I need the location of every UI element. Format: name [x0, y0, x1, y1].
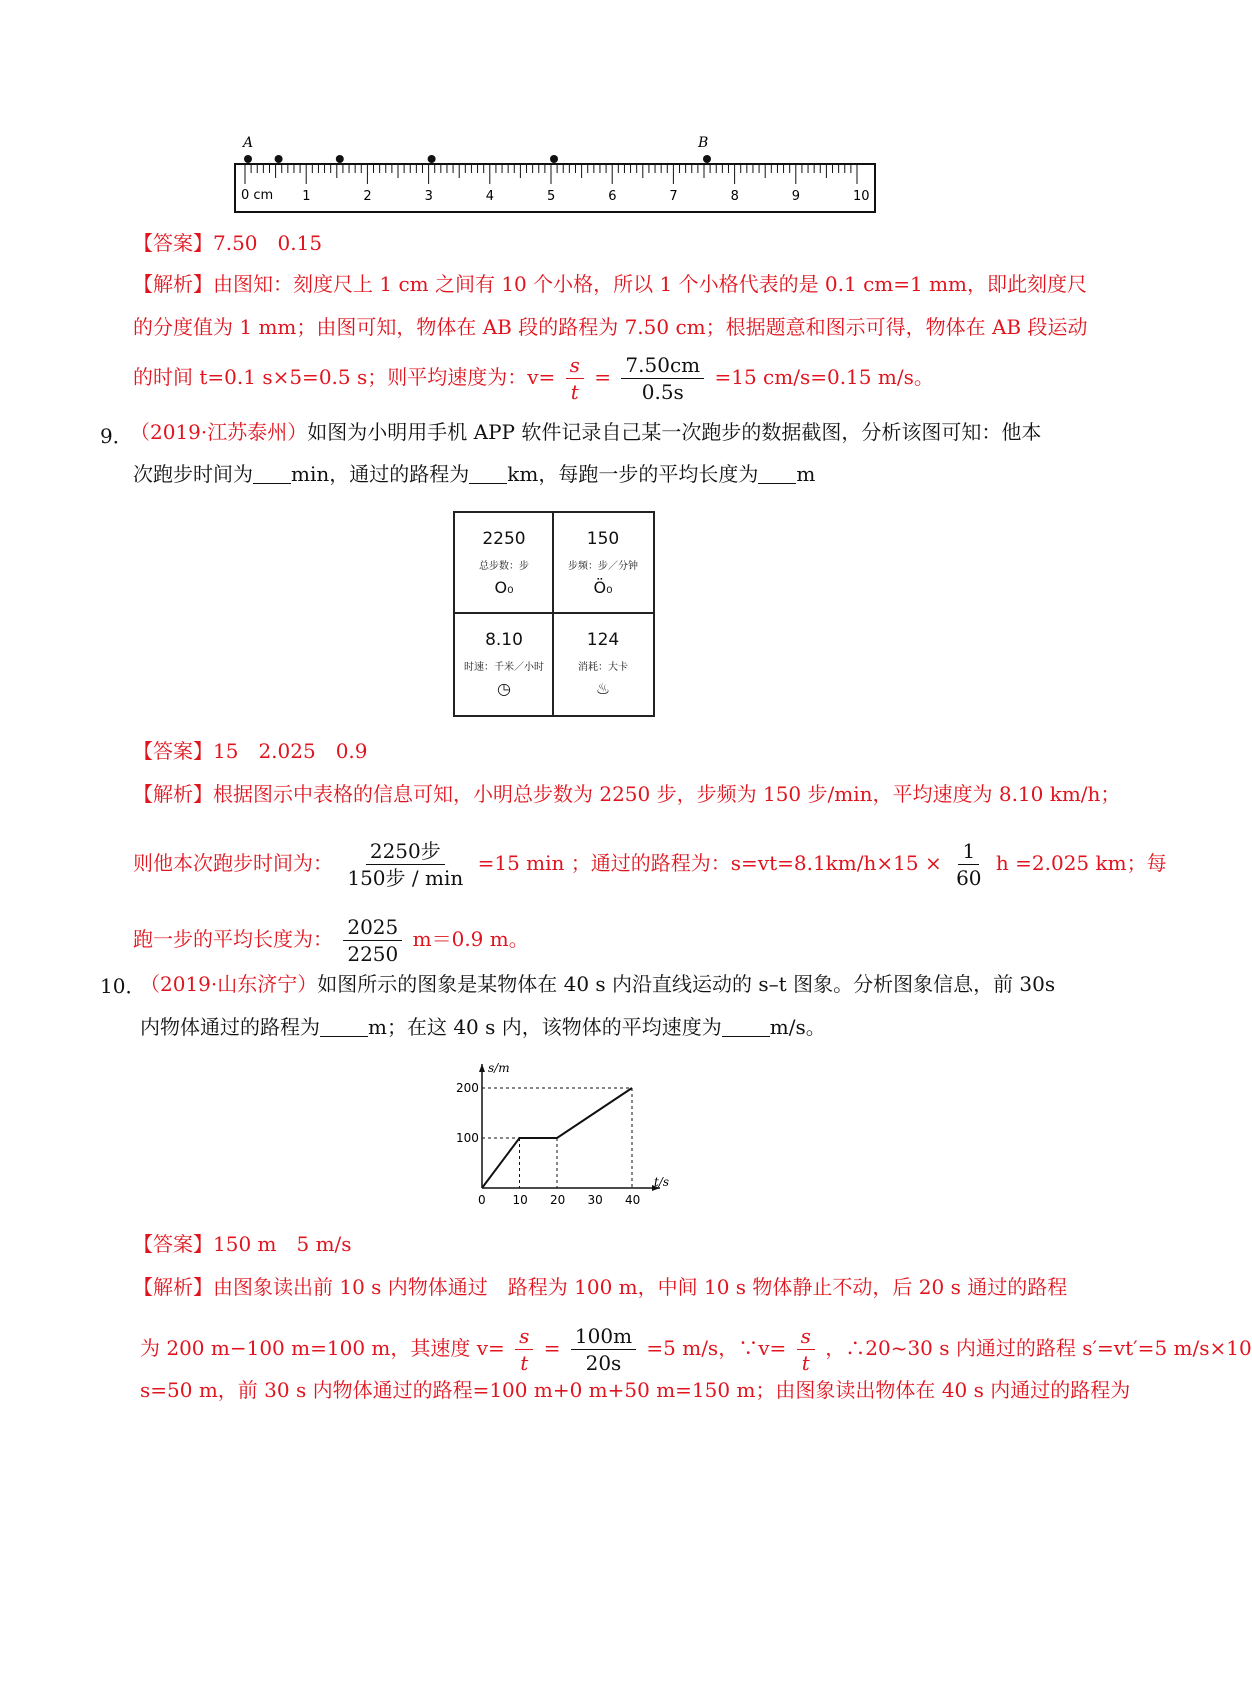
analysis-text: 为 200 m−100 m=100 m，其速度 v=: [140, 1336, 505, 1360]
x-tick-label: 30: [587, 1193, 603, 1207]
fraction: [343, 838, 467, 891]
denominator: t: [570, 380, 579, 404]
q9-analysis-line1: [133, 780, 1120, 808]
cell-label: 步频：步／分钟: [568, 561, 638, 572]
equals: =: [594, 365, 612, 389]
numerator: s: [566, 352, 584, 379]
fraction: [343, 914, 402, 967]
answer-tag: 【答案】: [133, 739, 213, 763]
numerator: 2025: [343, 914, 402, 941]
cell-calories: [554, 614, 652, 714]
answer-text: 7.50 0.15: [213, 231, 323, 255]
analysis-text: h =2.025 km；每: [995, 851, 1167, 875]
source: （2019·山东济宁）: [140, 972, 318, 996]
ruler-tick-label: 9: [791, 189, 801, 204]
position-dot: [428, 155, 436, 163]
ruler-tick-label: 7: [669, 189, 678, 204]
blank: [320, 1016, 368, 1037]
q8-analysis-line1: [133, 270, 1087, 298]
q10-analysis-line1: [133, 1273, 1067, 1301]
point-b-label: B: [698, 135, 709, 151]
series-line: [482, 1088, 632, 1188]
position-dot: [275, 155, 283, 163]
position-dot: [336, 155, 344, 163]
cell-value: 124: [586, 630, 620, 650]
analysis-text: 根据图示中表格的信息可知，小明总步数为 2250 步，步频为 150 步/min，平均速度为 8.10 km/h；: [213, 782, 1121, 806]
denominator: 0.5s: [641, 380, 684, 404]
ruler-unit: 0 cm: [241, 188, 274, 203]
x-tick-label: 0: [478, 1193, 486, 1207]
blank: [722, 1016, 770, 1037]
q10-text-line1: [140, 970, 1055, 998]
fraction: [515, 1323, 533, 1376]
y-axis-label: s/m: [488, 1061, 510, 1075]
x-axis-label: t/s: [654, 1175, 670, 1189]
q9-text-line1: [130, 418, 1041, 446]
numerator: 7.50cm: [621, 352, 704, 379]
fraction: [952, 838, 985, 891]
x-tick-label: 10: [512, 1193, 528, 1207]
q10-analysis-line3: s=50 m，前 30 s 内物体通过的路程=100 m+0 m+50 m=150 m；由图象读出物体在 40 s 内通过的路程为: [140, 1378, 1131, 1402]
fraction: [571, 1323, 636, 1376]
footprint-icon: O₀: [494, 578, 514, 597]
ruler-tick-label: 5: [547, 189, 556, 204]
denominator: t: [801, 1351, 810, 1375]
fraction: [797, 1323, 815, 1376]
cell-value: 2250: [482, 529, 526, 549]
cell-speed: [455, 614, 553, 714]
answer-text: 150 m 5 m/s: [213, 1232, 352, 1256]
analysis-tag: 【解析】: [133, 782, 213, 806]
answer-tag: 【答案】: [133, 231, 213, 255]
q9-answer: [133, 737, 368, 765]
denominator: 150步 / min: [347, 866, 464, 890]
ruler-tick-label: 3: [424, 189, 433, 204]
question-text: km，每跑一步的平均长度为: [507, 462, 759, 486]
footprint-icon: Ö₀: [593, 578, 613, 597]
ruler-tick-label: 4: [485, 189, 495, 204]
blank: [758, 463, 796, 484]
y-tick-label: 100: [456, 1131, 479, 1145]
ruler-tick-label: 2: [363, 189, 372, 204]
position-dot: [550, 155, 558, 163]
blank: [253, 463, 291, 484]
numerator: 100m: [571, 1323, 636, 1350]
analysis-text: 由图知：刻度尺上 1 cm 之间有 10 个小格，所以 1 个小格代表的是 0.1 cm=1 mm，即此刻度尺: [213, 272, 1088, 296]
denominator: 2250: [347, 942, 399, 966]
q9-text-line2: [133, 460, 815, 488]
position-dot: [703, 155, 711, 163]
point-a-label: A: [243, 135, 254, 151]
q8-analysis-line2: 的分度值为 1 mm；由图可知，物体在 AB 段的路程为 7.50 cm；根据题意和图示可得，物体在 AB 段运动: [133, 315, 1088, 339]
question-text: 内物体通过的路程为: [140, 1015, 320, 1039]
y-axis-arrow: [479, 1064, 485, 1072]
ruler-tick-label: 10: [853, 189, 870, 204]
denominator: 60: [956, 866, 982, 890]
ruler-dots: [244, 155, 711, 163]
ruler-figure: [235, 130, 885, 220]
analysis-text: 则他本次跑步时间为：: [133, 851, 333, 875]
ruler-tick-label: 1: [302, 189, 311, 204]
speedometer-icon: ◷: [497, 679, 511, 698]
x-tick-label: 40: [625, 1193, 641, 1207]
equals: =: [543, 1336, 561, 1360]
question-text: m；在这 40 s 内，该物体的平均速度为: [368, 1015, 722, 1039]
position-dot: [244, 155, 252, 163]
cell-value: 8.10: [485, 630, 523, 650]
q10-number: 10．: [100, 974, 146, 998]
analysis-text: =15 min ；通过的路程为：s=vt=8.1km/h×15 ×: [477, 851, 942, 875]
answer-tag: 【答案】: [133, 1232, 213, 1256]
fraction: [566, 352, 584, 405]
question-text: 如图为小明用手机 APP 软件记录自己某一次跑步的数据截图，分析该图可知：他本: [307, 420, 1042, 444]
numerator: 1: [958, 838, 979, 865]
q10-analysis-line2: [140, 1323, 1252, 1376]
y-tick-label: 200: [456, 1081, 479, 1095]
q8-answer: [133, 229, 322, 257]
analysis-text: =5 m/s，∵v=: [646, 1336, 787, 1360]
q9-analysis-line2: [133, 838, 1167, 891]
cell-step-frequency: [554, 513, 652, 613]
blank: [469, 463, 507, 484]
question-text: 次跑步时间为: [133, 462, 253, 486]
fraction: [621, 352, 704, 405]
cell-total-steps: [455, 513, 553, 613]
analysis-text: m＝0.9 m。: [412, 927, 529, 951]
question-text: min，通过的路程为: [291, 462, 470, 486]
analysis-tag: 【解析】: [133, 272, 213, 296]
q9-analysis-line3: [133, 914, 529, 967]
s-t-graph: [430, 1060, 670, 1220]
numerator: 2250步: [366, 838, 445, 865]
denominator: 20s: [585, 1351, 622, 1375]
analysis-text: 的时间 t=0.1 s×5=0.5 s；则平均速度为：v=: [133, 365, 556, 389]
ruler-tick-label: 8: [730, 189, 739, 204]
cell-value: 150: [586, 529, 620, 549]
q9-number: 9．: [100, 424, 133, 448]
analysis-text: 跑一步的平均长度为：: [133, 927, 333, 951]
cell-label: 总步数：步: [479, 561, 529, 572]
q8-analysis-line3: [133, 352, 934, 405]
question-text: m/s。: [769, 1015, 826, 1039]
cell-label: 消耗：大卡: [578, 662, 628, 673]
q10-text-line2: [140, 1013, 826, 1041]
source: （2019·江苏泰州）: [130, 420, 308, 444]
analysis-text: ，∴20~30 s 内通过的路程 s′=vt′=5 m/s×10: [825, 1336, 1252, 1360]
analysis-text: =15 cm/s=0.15 m/s。: [714, 365, 934, 389]
running-data-table: [453, 511, 655, 717]
question-text: 如图所示的图象是某物体在 40 s 内沿直线运动的 s–t 图象。分析图象信息，前 30s: [317, 972, 1056, 996]
numerator: s: [515, 1323, 533, 1350]
ruler-tick-label: 6: [608, 189, 617, 204]
denominator: t: [520, 1351, 529, 1375]
x-tick-label: 20: [550, 1193, 566, 1207]
cell-label: 时速：千米／小时: [464, 662, 544, 673]
numerator: s: [797, 1323, 815, 1350]
analysis-text: 由图象读出前 10 s 内物体通过 路程为 100 m，中间 10 s 物体静止不动，后 20 s 通过的路程: [213, 1275, 1068, 1299]
q10-answer: [133, 1230, 352, 1258]
question-text: m: [796, 462, 816, 486]
answer-text: 15 2.025 0.9: [213, 739, 368, 763]
flame-icon: ♨: [595, 679, 611, 698]
analysis-tag: 【解析】: [133, 1275, 213, 1299]
